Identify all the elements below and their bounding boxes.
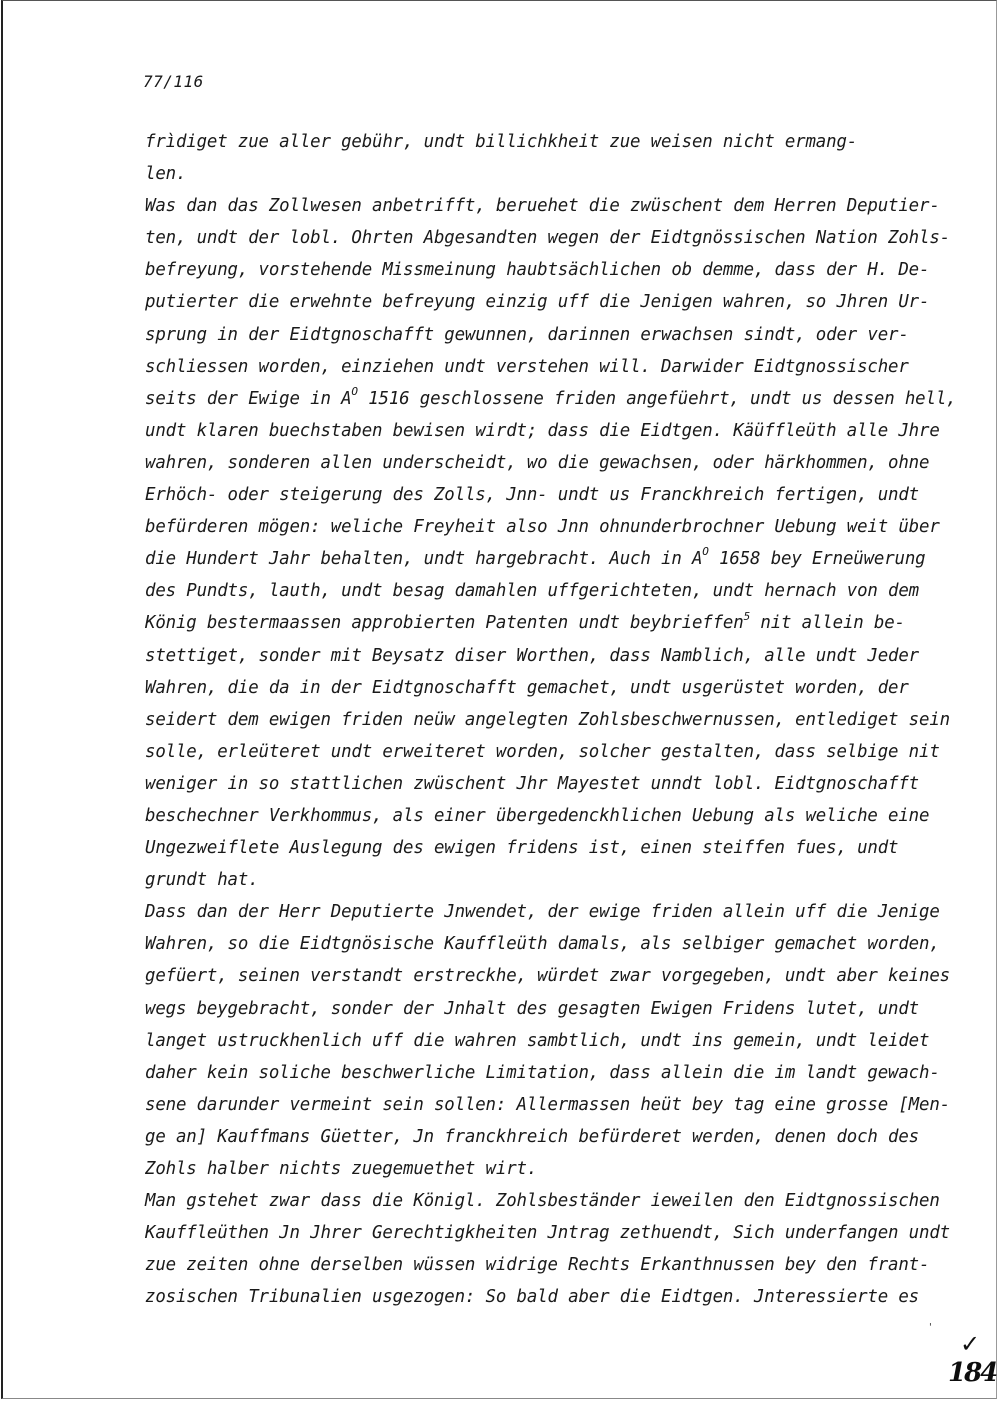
text-line: langet ustruckhenlich uff die wahren sambtlich, undt ins gemein, undt leidet — [145, 1030, 930, 1051]
text-line: ten, undt der lobl. Ohrten Abgesandten wegen der Eidtgnössischen Nation Zohls- — [145, 228, 950, 249]
text-line: Was dan das Zollwesen anbetrifft, beruehet die zwüschent dem Herren Deputier- — [145, 196, 940, 217]
text-line: Erhöch- oder steigerung des Zolls, Jnn- undt us Franckhreich fertigen, undt — [145, 485, 920, 506]
text-segment: seits der Ewige in A — [145, 388, 352, 409]
text-line: sene darunder vermeint sein sollen: Allermassen heüt bey tag eine grosse [Men- — [145, 1094, 950, 1115]
text-line — [145, 607, 935, 639]
text-line: grundt hat. — [145, 870, 259, 891]
text-line — [145, 543, 935, 575]
text-line: Dass dan der Herr Deputierte Jnwendet, der ewige friden allein uff die Jenige — [145, 902, 940, 923]
text-line: wegs beygebracht, sonder der Jnhalt des gesagten Ewigen Fridens lutet, undt — [145, 998, 920, 1019]
text-line: stettiget, sonder mit Beysatz diser Worthen, dass Namblich, alle undt Jeder — [145, 645, 920, 666]
text-line: solle, erleüteret undt erweiteret worden, solcher gestalten, dass selbige nit — [145, 741, 940, 762]
text-line: ge an] Kauffmans Güetter, Jn franckhreich befürderet werden, denen doch des — [145, 1126, 920, 1147]
text-line: daher kein soliche beschwerliche Limitation, dass allein die im landt gewach- — [145, 1062, 940, 1083]
text-line — [145, 383, 957, 415]
text-line: Ungezweiflete Auslegung des ewigen fridens ist, einen steiffen fues, undt — [145, 838, 899, 859]
text-line: sprung in der Eidtgnoschafft gewunnen, darinnen erwachsen sindt, oder ver- — [145, 324, 909, 345]
text-line: Wahren, so die Eidtgnösische Kauffleüth damals, als selbiger gemachet worden, — [145, 934, 940, 955]
text-line: wahren, sonderen allen underscheidt, wo die gewachsen, oder härkhommen, ohne — [145, 452, 930, 473]
text-line: len. — [145, 164, 187, 185]
text-segment: nit allein be- — [750, 613, 905, 634]
text-line: befürderen mögen: weliche Freyheit also Jnn ohnunderbrochner Uebung weit über — [145, 517, 940, 538]
text-line: Kauffleüthen Jn Jhrer Gerechtigkheiten Jntrag zethuendt, Sich underfangen undt — [145, 1223, 950, 1244]
superscript: 5 — [743, 609, 751, 623]
text-line: schliessen worden, einziehen undt verstehen will. Darwider Eidtgnossischer — [145, 356, 909, 377]
handwritten-folio-number: 184 — [948, 1358, 997, 1388]
text-segment: König bestermaassen approbierten Patenten undt beybrieffen — [145, 613, 744, 634]
text-segment: die Hundert Jahr behalten, undt hargebracht. Auch in A — [145, 549, 703, 570]
text-line: seidert dem ewigen friden neüw angelegten Zohlsbeschwernussen, entlediget sein — [145, 709, 950, 730]
text-line: gefüert, seinen verstandt erstreckhe, würdet zwar vorgegeben, undt aber keines — [145, 966, 950, 987]
superscript: O — [351, 384, 358, 398]
text-segment: 1658 bey Erneüwerung — [708, 549, 926, 570]
text-line: Man gstehet zwar dass die Königl. Zohlsbeständer ieweilen den Eidtgnossischen — [145, 1191, 940, 1212]
text-segment: 1516 geschlossene friden angefüehrt, undt us dessen hell, — [357, 388, 957, 409]
text-line: des Pundts, lauth, undt besag damahlen uffgerichteten, undt hernach von dem — [145, 581, 920, 602]
text-line: zosischen Tribunalien usgezogen: So bald aber die Eidtgen. Jnteressierte es — [145, 1287, 920, 1308]
superscript: O — [702, 545, 709, 559]
text-line: putierter die erwehnte befreyung einzig uff die Jenigen wahren, so Jhren Ur- — [145, 292, 930, 313]
page-number: 77/116 — [143, 72, 204, 91]
text-line: beschechner Verkhommus, als einer übergedenckhlichen Uebung als weliche eine — [145, 805, 930, 826]
text-line: Wahren, die da in der Eidtgnoschafft gemachet, undt usgerüstet worden, der — [145, 677, 909, 698]
text-line: befreyung, vorstehende Missmeinung haubtsächlichen ob demme, dass der H. De- — [145, 260, 930, 281]
document-body — [145, 126, 957, 1313]
text-line: zue zeiten ohne derselben wüssen widrige Rechts Erkanthnussen bey den frant- — [145, 1255, 930, 1276]
checkmark-icon: ✓ — [960, 1330, 981, 1358]
text-line: Zohls halber nichts zuegemuethet wirt. — [145, 1159, 538, 1179]
text-line: frìdiget zue aller gebühr, undt billichkheit zue weisen nicht ermang- — [145, 132, 858, 152]
margin-tick-mark: ' — [929, 1322, 932, 1333]
text-line: weniger in so stattlichen zwüschent Jhr Mayestet unndt lobl. Eidtgnoschafft — [145, 773, 920, 794]
text-line: undt klaren buechstaben bewisen wirdt; dass die Eidtgen. Käüffleüth alle Jhre — [145, 420, 940, 441]
